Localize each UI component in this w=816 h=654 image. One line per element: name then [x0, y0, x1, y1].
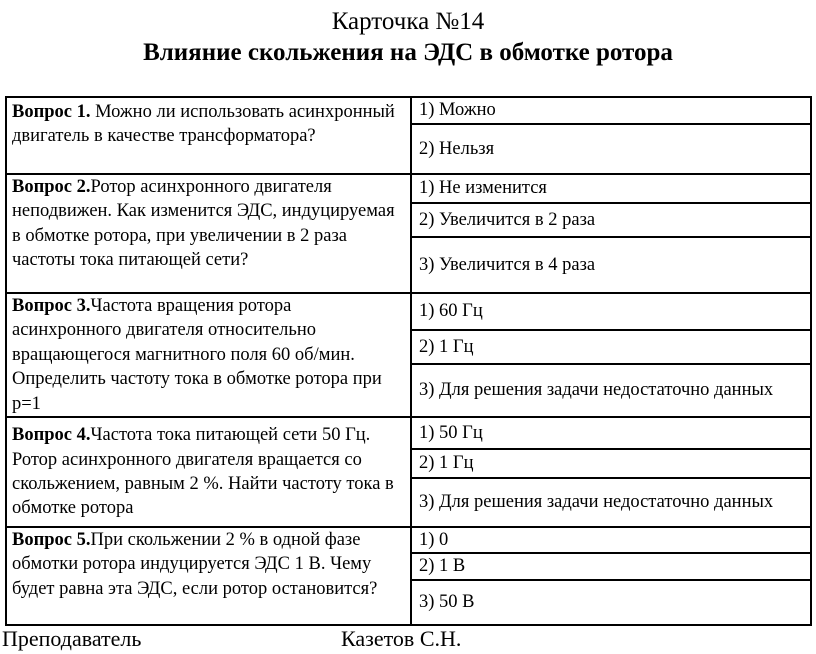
table-row	[6, 97, 811, 124]
answer-option-1-1[interactable]: 1) Можно	[411, 97, 811, 124]
questions-table	[5, 96, 812, 626]
question-cell-5	[6, 527, 411, 625]
answer-option-4-2[interactable]: 2) 1 Гц	[411, 449, 811, 478]
question-label: Вопрос 2.	[12, 177, 91, 197]
question-text: При скольжении 2 % в одной фазе обмотки ротора индуцируется ЭДС 1 В. Чему будет равна эта ЭДС, если ротор остановится?	[12, 530, 378, 599]
question-label: Вопрос 4.	[12, 425, 91, 446]
question-text: Частота вращения ротора асинхронного двигателя относительно вращающегося магнитного поля 60 об/мин. Определить частоту тока в обмотке ротора при р=1	[12, 296, 382, 414]
question-label: Вопрос 3.	[12, 296, 91, 316]
teacher-name: Казетов С.Н.	[341, 626, 462, 651]
question-text: Можно ли использовать асинхронный двигатель в качестве трансформатора?	[12, 102, 395, 147]
table-row	[6, 293, 811, 330]
table-row	[6, 527, 811, 553]
question-cell-2	[6, 174, 411, 293]
answer-option-5-3[interactable]: 3) 50 В	[411, 580, 811, 625]
question-text: Частота тока питающей сети 50 Гц. Ротор асинхронного двигателя вращается со скольжением, равным 2 %. Найти частоту тока в обмотке ротора	[12, 425, 394, 519]
answer-option-5-2[interactable]: 2) 1 В	[411, 553, 811, 579]
question-cell-1	[6, 97, 411, 174]
answer-option-2-2[interactable]: 2) Увеличится в 2 раза	[411, 203, 811, 237]
card-title: Карточка №14	[331, 8, 485, 35]
answer-option-3-1[interactable]: 1) 60 Гц	[411, 293, 811, 330]
card-subtitle: Влияние скольжения на ЭДС в обмотке ротора	[143, 39, 673, 66]
table-row	[6, 174, 811, 203]
question-text: Ротор асинхронного двигателя неподвижен. Как изменится ЭДС, индуцируемая в обмотке ротора, при увеличении в 2 раза частоты тока питающей сети?	[12, 177, 395, 271]
answer-option-3-2[interactable]: 2) 1 Гц	[411, 330, 811, 365]
question-label: Вопрос 5.	[12, 530, 91, 551]
answer-option-3-3[interactable]: 3) Для решения задачи недостаточно данных	[411, 364, 811, 417]
question-cell-3	[6, 293, 411, 417]
answer-option-4-1[interactable]: 1) 50 Гц	[411, 417, 811, 449]
answer-option-2-3[interactable]: 3) Увеличится в 4 раза	[411, 237, 811, 293]
teacher-label: Преподаватель	[2, 626, 142, 651]
answer-option-1-2[interactable]: 2) Нельзя	[411, 124, 811, 174]
question-label: Вопрос 1.	[12, 102, 91, 122]
answer-option-2-1[interactable]: 1) Не изменится	[411, 174, 811, 203]
table-row	[6, 417, 811, 449]
question-cell-4	[6, 417, 411, 527]
answer-option-4-3[interactable]: 3) Для решения задачи недостаточно данных	[411, 478, 811, 527]
answer-option-5-1[interactable]: 1) 0	[411, 527, 811, 553]
